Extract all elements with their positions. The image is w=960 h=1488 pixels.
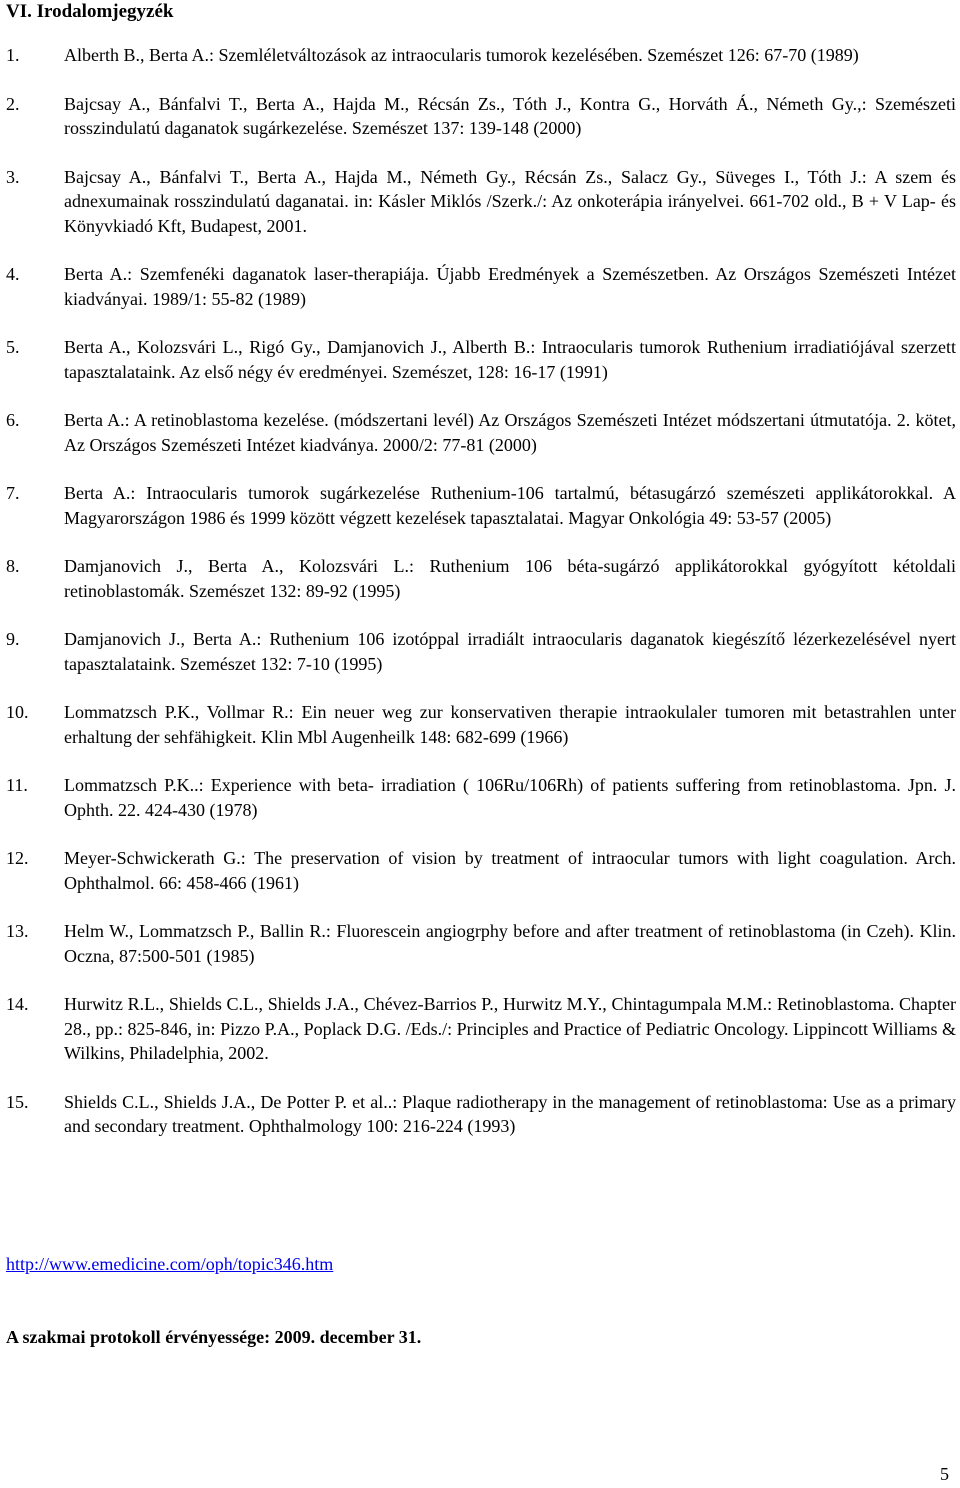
link-line — [6, 1252, 333, 1276]
reference-text: Shields C.L., Shields J.A., De Potter P. et al..: Plaque radiotherapy in the management of retinoblastoma: Use as a primary and secondary treatment. Ophthalmology 100: 216-224 (1993) — [64, 1091, 956, 1136]
reference-number: 5. — [6, 337, 20, 357]
reference-list — [6, 43, 956, 1163]
emedicine-link[interactable]: http://www.emedicine.com/oph/topic346.htm — [6, 1254, 334, 1274]
reference-text: Berta A.: A retinoblastoma kezelése. (módszertani levél) Az Országos Szemészeti Intézet módszertani útmutatója. 2. kötet, Az Országos Szemészeti Intézet kiadványa. 2000/2: 77-81 (2000) — [64, 410, 956, 455]
reference-text: Damjanovich J., Berta A.: Ruthenium 106 izotóppal irradiált intraocularis daganatok kiegészítő lézerkezelésével nyert tapasztalataink. Szemészet 132: 7-10 (1995) — [64, 629, 956, 674]
reference-item — [6, 335, 956, 384]
section-heading: VI. Irodalomjegyzék — [6, 1, 174, 22]
reference-item — [6, 919, 956, 968]
reference-text: Bajcsay A., Bánfalvi T., Berta A., Hajda M., Récsán Zs., Tóth J., Kontra G., Horváth Á., Németh Gy.,: Szemészeti rosszindulatú daganatok sugárkezelése. Szemészet 137: 139-148 (2000) — [64, 93, 956, 138]
reference-text: Berta A.: Szemfenéki daganatok laser-therapiája. Újabb Eredmények a Szemészetben. Az Országos Szemészeti Intézet kiadványai. 1989/1: 55-82 (1989) — [64, 264, 956, 309]
reference-item — [6, 1090, 956, 1139]
reference-text: Lommatzsch P.K., Vollmar R.: Ein neuer weg zur konservativen therapie intraokulaler tumoren mit betastrahlen unter erhaltung der sehfähigkeit. Klin Mbl Augenheilk 148: 682-699 (1966) — [64, 702, 956, 747]
reference-item — [6, 773, 956, 822]
reference-text: Lommatzsch P.K..: Experience with beta- irradiation ( 106Ru/106Rh) of patients suffering from retinoblastoma. Jpn. J. Ophth. 22. 424-430 (1978) — [64, 775, 956, 820]
reference-number: 3. — [6, 166, 20, 187]
reference-number: 8. — [6, 556, 20, 576]
reference-item — [6, 262, 956, 311]
reference-item — [6, 43, 956, 68]
reference-number: 15. — [6, 1091, 29, 1112]
reference-item — [6, 408, 956, 457]
reference-number: 12. — [6, 848, 29, 868]
page-number: 5 — [940, 1464, 949, 1484]
reference-number: 2. — [6, 93, 20, 114]
reference-text: Hurwitz R.L., Shields C.L., Shields J.A., Chévez-Barrios P., Hurwitz M.Y., Chintagumpala M.M.: Retinoblastoma. Chapter 28., pp.: 825-846, in: Pizzo P.A., Poplack D.G. /Eds./: Principles and Practice of Pediatric Oncology. Lippincott Williams & Wilkins, Philadelphia, 2002. — [64, 994, 956, 1063]
reference-item — [6, 554, 956, 603]
reference-item — [6, 700, 956, 749]
protocol-validity: A szakmai protokoll érvényessége: 2009. december 31. — [6, 1327, 422, 1347]
reference-text: Helm W., Lommatzsch P., Ballin R.: Fluorescein angiogrphy before and after treatment of retinoblastoma (in Czeh). Klin. Oczna, 87:500-501 (1985) — [64, 921, 956, 966]
reference-number: 7. — [6, 483, 20, 503]
reference-number: 6. — [6, 410, 20, 430]
reference-number: 13. — [6, 921, 29, 941]
reference-text: Damjanovich J., Berta A., Kolozsvári L.: Ruthenium 106 béta-sugárzó applikátorokkal gyógyított kétoldali retinoblastomák. Szemészet 132: 89-92 (1995) — [64, 556, 956, 601]
reference-item — [6, 992, 956, 1066]
reference-text: Berta A., Kolozsvári L., Rigó Gy., Damjanovich J., Alberth B.: Intraocularis tumorok Ruthenium irradiatiójával szerzett tapasztalataink. Az első négy év eredményei. Szemészet, 128: 16-17 (1991) — [64, 337, 956, 382]
reference-text: Meyer-Schwickerath G.: The preservation of vision by treatment of intraocular tumors with light coagulation. Arch. Ophthalmol. 66: 458-466 (1961) — [64, 848, 956, 893]
reference-number: 1. — [6, 45, 20, 65]
reference-item — [6, 627, 956, 676]
reference-number: 10. — [6, 702, 29, 722]
reference-item — [6, 92, 956, 141]
reference-text: Berta A.: Intraocularis tumorok sugárkezelése Ruthenium-106 tartalmú, bétasugárzó szemészeti applikátorokkal. A Magyarországon 1986 és 1999 között végzett kezelések tapasztalatai. Magyar Onkológia 49: 53-57 (2005) — [64, 483, 956, 528]
reference-item — [6, 165, 956, 239]
reference-text: Alberth B., Berta A.: Szemléletváltozások az intraocularis tumorok kezelésében. Szemészet 126: 67-70 (1989) — [64, 45, 859, 65]
reference-number: 11. — [6, 775, 28, 795]
reference-item — [6, 481, 956, 530]
reference-number: 9. — [6, 629, 20, 649]
reference-item — [6, 846, 956, 895]
reference-number: 4. — [6, 264, 20, 284]
reference-number: 14. — [6, 994, 29, 1014]
reference-text: Bajcsay A., Bánfalvi T., Berta A., Hajda M., Németh Gy., Récsán Zs., Salacz Gy., Süveges I., Tóth J.: A szem és adnexumainak rosszindulatú daganatai. in: Kásler Miklós /Szerk./: Az onkoterápia irányelvei. 661-702 old., B + V Lap- és Könyvkiadó Kft, Budapest, 2001. — [64, 166, 956, 236]
